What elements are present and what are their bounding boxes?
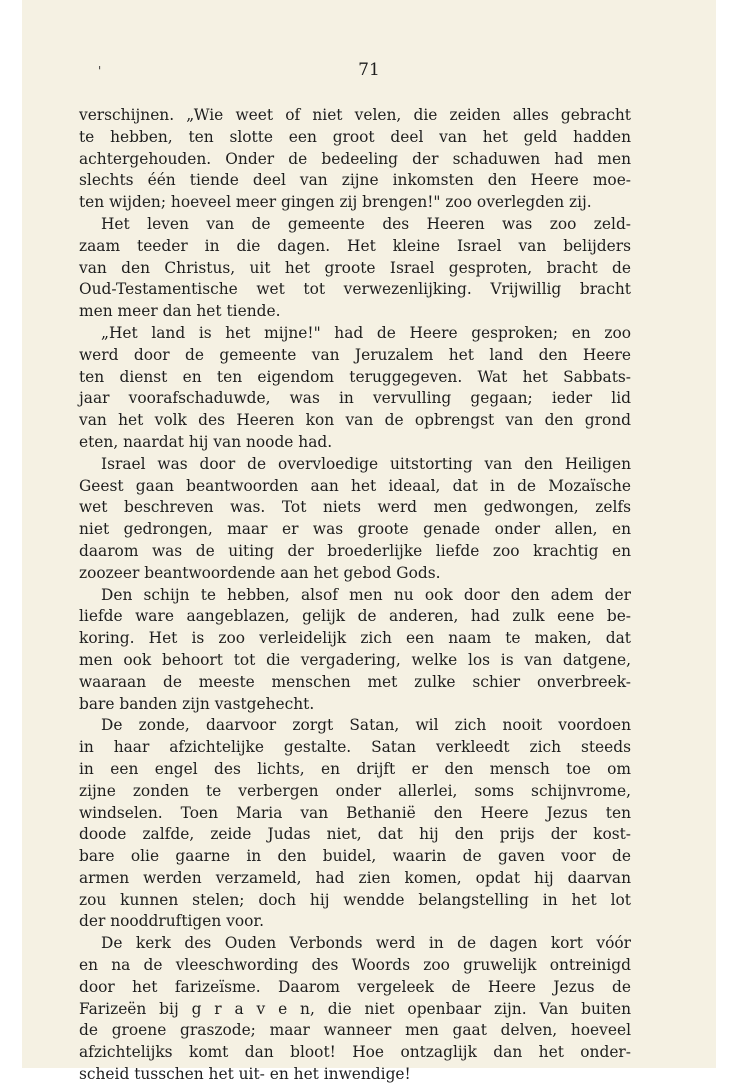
text-line: koring. Het is zoo verleidelijk zich een naam te maken, dat: [79, 629, 631, 648]
text-line: van het volk des Heeren kon van de opbrengst van den grond: [79, 411, 631, 430]
text-line: zijne zonden te verbergen onder allerlei, soms schijnvrome,: [79, 781, 631, 800]
text-line: bare olie gaarne in den buidel, waarin de gaven voor de: [79, 847, 631, 866]
text-line: verschijnen. „Wie weet of niet velen, die zeiden alles gebracht: [79, 106, 631, 124]
text-line: zaam teeder in die dagen. Het kleine Israel van belijders: [79, 236, 631, 255]
body-text: [79, 105, 631, 1086]
text-line: armen werden verzameld, had zien komen, opdat hij daarvan: [79, 868, 631, 887]
text-line: windselen. Toen Maria van Bethanië den Heere Jezus ten: [79, 803, 631, 822]
text-line: te hebben, ten slotte een groot deel van het geld hadden: [79, 127, 631, 146]
text-line: men ook behoort tot die vergadering, welke los is van datgene,: [79, 650, 631, 669]
corner-mark: ': [98, 64, 102, 78]
text-line: men meer dan het tiende.: [79, 302, 281, 321]
text-line: Oud-Testamentische wet tot verwezenlijking. Vrijwillig bracht: [79, 280, 631, 299]
text-line: niet gedrongen, maar er was groote genade onder allen, en: [79, 520, 631, 539]
text-line: Israel was door de overvloedige uitstorting van den Heiligen: [101, 454, 631, 473]
text-line: De kerk des Ouden Verbonds werd in de dagen kort vóór: [101, 934, 631, 953]
text-line: Het leven van de gemeente des Heeren was zoo zeld-: [101, 214, 631, 233]
text-line: Geest gaan beantwoorden aan het ideaal, dat in de Mozaïsche: [79, 476, 631, 495]
text-line: De zonde, daarvoor zorgt Satan, wil zich nooit voordoen: [101, 716, 631, 735]
text-line: ten dienst en ten eigendom teruggegeven. Wat het Sabbats-: [79, 367, 631, 386]
text-line: eten, naardat hij van noode had.: [79, 432, 333, 451]
text-line: en na de vleeschwording des Woords zoo gruwelijk ontreinigd: [79, 956, 631, 975]
text-line: „Het land is het mijne!" had de Heere gesproken; en zoo: [101, 323, 631, 342]
text-line: Den schijn te hebben, alsof men nu ook door den adem der: [101, 585, 631, 604]
text-line: door het farizeïsme. Daarom vergeleek de Heere Jezus de: [79, 977, 631, 996]
text-line: ten wijden; hoeveel meer gingen zij brengen!" zoo overlegden zij.: [79, 193, 592, 212]
text-line: der nooddruftigen voor.: [79, 912, 264, 931]
text-line: slechts één tiende deel van zijne inkomsten den Heere moe-: [79, 171, 631, 190]
text-line: werd door de gemeente van Jeruzalem het land den Heere: [79, 345, 631, 364]
text-line: in haar afzichtelijke gestalte. Satan verkleedt zich steeds: [79, 738, 631, 757]
text-line: zoozeer beantwoordende aan het gebod Gods.: [79, 563, 441, 582]
text-line: waaraan de meeste menschen met zulke schier onverbreek-: [79, 672, 631, 691]
text-line: de groene graszode; maar wanneer men gaat delven, hoeveel: [79, 1021, 631, 1040]
text-line: in een engel des lichts, en drijft er den mensch toe om: [79, 759, 631, 778]
text-line: Farizeën bij g r a v e n, die niet openbaar zijn. Van buiten: [79, 999, 631, 1018]
text-line: scheid tusschen het uit- en het inwendige!: [79, 1065, 411, 1084]
text-line: achtergehouden. Onder de bedeeling der schaduwen had men: [79, 149, 631, 168]
text-line: van den Christus, uit het groote Israel gesproten, bracht de: [79, 258, 631, 277]
text-line: afzichtelijks komt dan bloot! Hoe ontzaglijk dan het onder-: [79, 1043, 631, 1062]
text-line: wet beschreven was. Tot niets werd men gedwongen, zelfs: [79, 498, 631, 517]
text-line: zou kunnen stelen; doch hij wendde belangstelling in het lot: [79, 890, 631, 909]
page-number: 71: [358, 60, 380, 80]
text-line: liefde ware aangeblazen, gelijk de anderen, had zulk eene be-: [79, 607, 631, 626]
text-line: jaar voorafschaduwde, was in vervulling gegaan; ieder lid: [79, 389, 631, 408]
text-line: bare banden zijn vastgehecht.: [79, 694, 315, 713]
text-line: doode zalfde, zeide Judas niet, dat hij den prijs der kost-: [79, 825, 631, 844]
text-line: daarom was de uiting der broederlijke liefde zoo krachtig en: [79, 541, 631, 560]
